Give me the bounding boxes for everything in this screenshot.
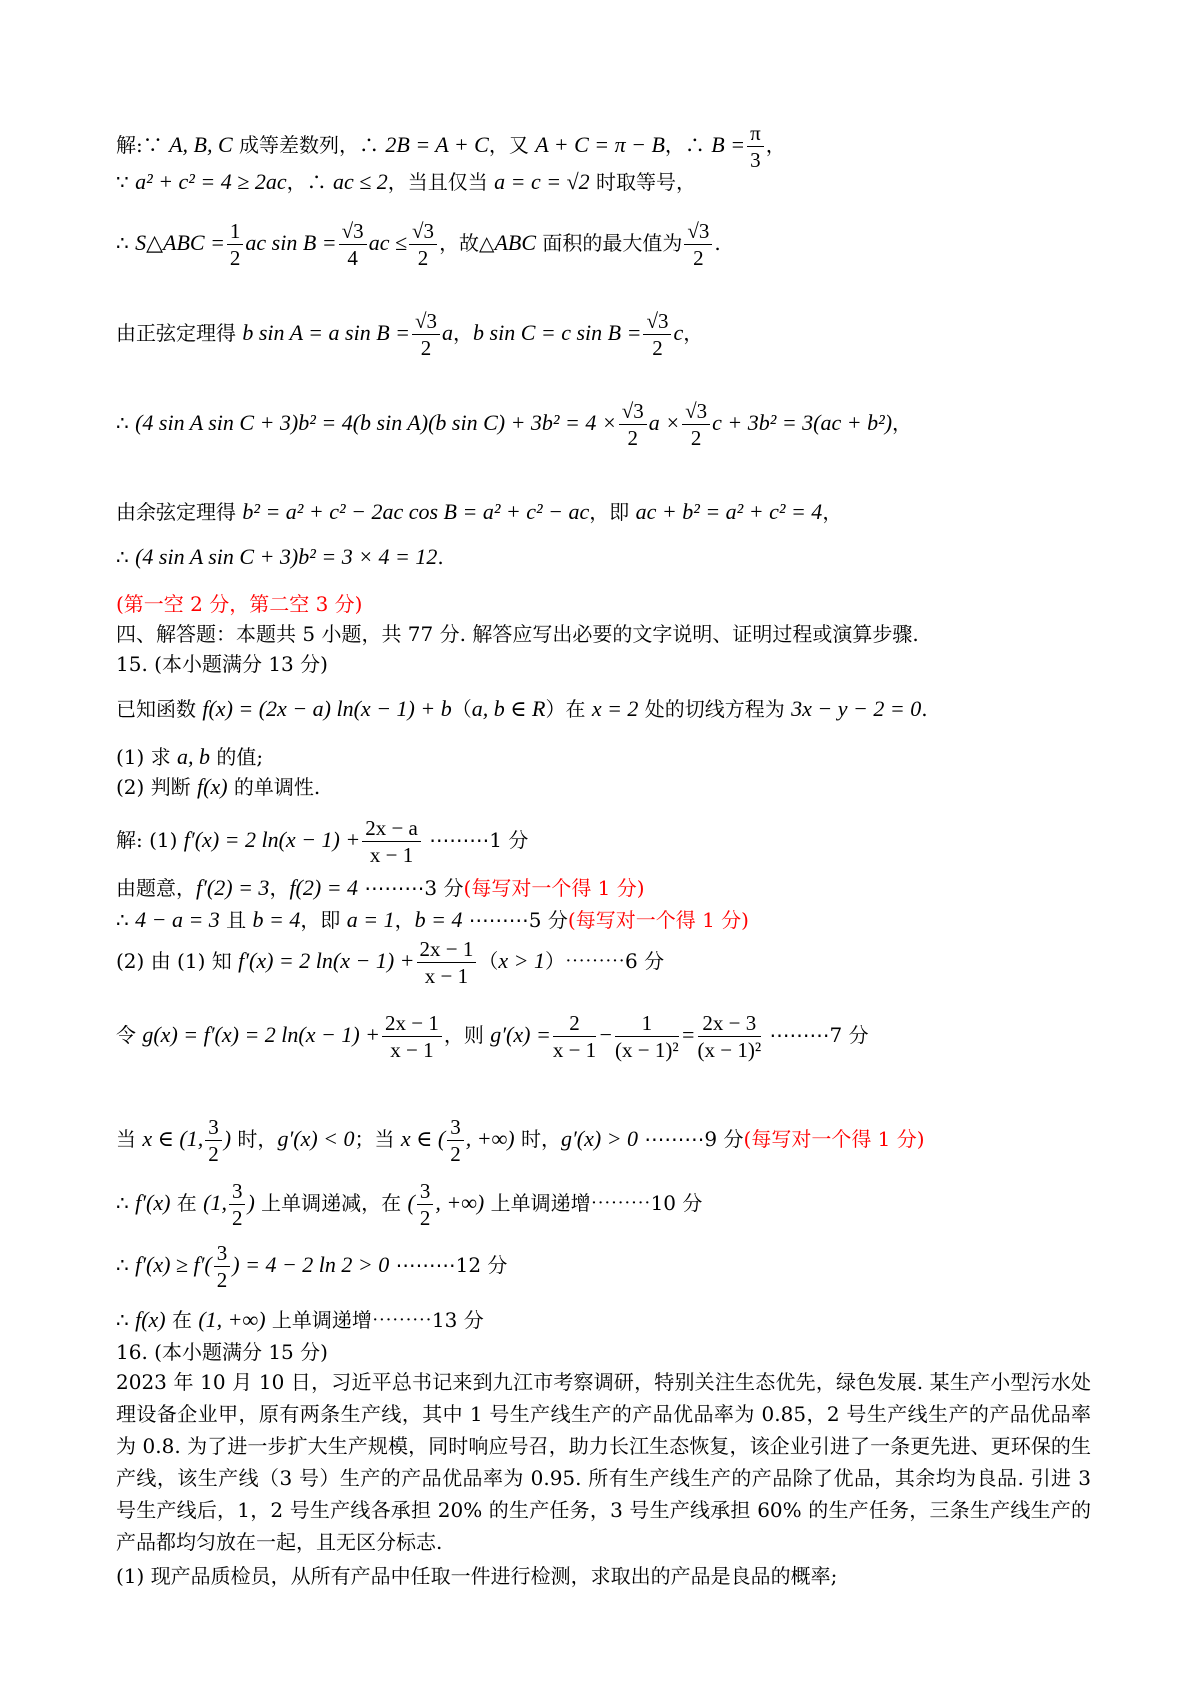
math: g′(x) = (490, 1022, 551, 1047)
denominator: x − 1 (552, 1038, 597, 1062)
solution-line-3 (116, 218, 721, 271)
numerator: 3 (417, 1178, 434, 1205)
text: 15. (本小题满分 13 分) (116, 652, 328, 676)
numerator: 2x − 1 (417, 936, 477, 963)
numerator: √3 (339, 218, 367, 245)
text: ，即 (300, 908, 347, 932)
answer-15-step-8 (116, 1240, 507, 1293)
math: (4 sin A sin C + 3)b² = 4(b sin A)(b sin C) + 3b² = 4 × (135, 410, 617, 435)
math: c (673, 320, 684, 345)
denominator: x − 1 (390, 1038, 434, 1062)
denominator: (x − 1)² (697, 1038, 762, 1062)
text: ，又 (488, 133, 536, 157)
text: (第一空 2 分，第二空 3 分) (116, 592, 363, 616)
math: 4 − a = 3 (135, 907, 220, 932)
text: ， (269, 876, 290, 900)
math: a, b ∈ R (471, 696, 546, 721)
math: b = 4 (252, 907, 301, 932)
math: A + C = π − B (535, 132, 665, 157)
text: (1) 求 (116, 745, 178, 769)
text: 的值; (210, 745, 264, 769)
answer-15-step-2 (116, 876, 645, 900)
numerator: 3 (229, 1178, 246, 1205)
math: g(x) = f′(x) = 2 ln(x − 1) + (142, 1022, 381, 1047)
text: ∴ (116, 908, 136, 932)
text: 已知函数 (116, 697, 203, 721)
text: . (437, 545, 444, 569)
fraction (643, 308, 671, 361)
math: ac ≤ 2 (332, 169, 388, 194)
question-15-title (116, 652, 328, 676)
scoring-note: (每写对一个得 1 分) (567, 908, 749, 932)
text: . (921, 697, 928, 721)
math: f′(2) = 3 (196, 875, 270, 900)
math: ac ≤ (368, 230, 408, 255)
fraction (417, 936, 477, 989)
denominator: 2 (627, 426, 638, 450)
fraction (362, 815, 421, 868)
text: 由余弦定理得 (116, 500, 243, 524)
text: 上单调递增⋯⋯⋯13 分 (265, 1308, 484, 1332)
numerator: 3 (447, 1114, 464, 1141)
math: x ∈ ( (400, 1126, 446, 1151)
text: ，即 (589, 500, 636, 524)
math: a² + c² = 4 ≥ 2ac (135, 169, 287, 194)
question-16-part-1 (116, 1564, 837, 1588)
text: （ (451, 697, 472, 721)
text: 令 (116, 1023, 143, 1047)
fraction (684, 218, 712, 271)
text: 时， (231, 1127, 278, 1151)
numerator: √3 (684, 218, 712, 245)
answer-15-step-7 (116, 1178, 702, 1231)
math: ) = 4 − 2 ln 2 > 0 (232, 1252, 390, 1277)
numerator: 2x − a (362, 815, 421, 842)
numerator: π (747, 120, 764, 147)
math: f′(x) = 2 ln(x − 1) + (238, 948, 415, 973)
math: f(2) = 4 (289, 875, 359, 900)
denominator: 4 (347, 246, 358, 270)
text: ⋯⋯⋯3 分 (358, 876, 464, 900)
fraction (229, 1178, 246, 1231)
denominator: x − 1 (369, 843, 414, 867)
fraction (227, 218, 244, 271)
math: b² = a² + c² − 2ac cos B = a² + c² − ac (242, 499, 590, 524)
fraction (619, 398, 647, 451)
math: g′(x) > 0 (560, 1126, 639, 1151)
fraction (205, 1114, 222, 1167)
math: 2B = A + C (385, 132, 489, 157)
fraction (339, 218, 367, 271)
text: 在 (170, 1191, 204, 1215)
math: g′(x) < 0 (277, 1126, 355, 1151)
denominator: 2 (229, 246, 241, 270)
denominator: 2 (231, 1206, 243, 1230)
denominator: 2 (693, 246, 704, 270)
text: 由正弦定理得 (116, 321, 243, 345)
text: ⋯⋯⋯12 分 (389, 1253, 508, 1277)
math: S△ABC = (135, 230, 225, 255)
text: ，则 (443, 1023, 491, 1047)
text: 当 (116, 1127, 143, 1151)
text: ；当 (354, 1127, 401, 1151)
math: b sin A = a sin B = (242, 320, 410, 345)
answer-15-step-3 (116, 908, 749, 932)
text: ）在 (545, 697, 592, 721)
text: 解:∵ (116, 133, 170, 157)
denominator: 2 (420, 336, 432, 360)
math: ) (247, 1190, 255, 1215)
text: ，当且仅当 (387, 170, 495, 194)
text: ， (394, 908, 415, 932)
question-16-stem: 2023 年 10 月 10 日，习近平总书记来到九江市考察调研，特别关注生态优先，绿色发展. 某生产小型污水处理设备企业甲，原有两条生产线，其中 1 号生产线生产的产品优品率为 0.85，2 号生产线生产的产品优品率为 0.8. 为了进一步扩大生产规模，同时响应号召，助力长江生态恢复，该企业引进了一条更先进、更环保的生产线，该生产线（3 号）生产的产品优品率为 0.95. 所有生产线生产的产品除了优品，其余均为良品. 引进 3 号生产线后，1，2 号生产线各承担 20% 的生产任务，3 号生产线承担 60% 的生产任务，三条生产线生产的产品都均匀放在一起，且无区分标志. (116, 1370, 1091, 1554)
math: a, b (177, 744, 211, 769)
answer-15-step-9 (116, 1308, 484, 1332)
numerator: 3 (205, 1114, 222, 1141)
text: (2) 由 (1) 知 (116, 949, 239, 973)
fraction (447, 1114, 464, 1167)
numerator: 2 (553, 1010, 596, 1037)
text: ， (683, 321, 704, 345)
text: 四、解答题：本题共 5 小题，共 77 分. 解答应写出必要的文字说明、证明过程或演算步骤. (116, 622, 919, 646)
solution-line-2 (116, 170, 696, 194)
math: a (442, 320, 454, 345)
numerator: 2x − 3 (698, 1010, 762, 1037)
text: ，故△ (439, 231, 495, 255)
text: 解: (1) (116, 828, 184, 852)
question-15-part-1 (116, 745, 263, 769)
fraction (682, 398, 710, 451)
solution-line-4 (116, 308, 703, 361)
denominator: 2 (208, 1142, 219, 1166)
text: (2) 判断 (116, 775, 198, 799)
math: c + 3b² = 3(ac + b²) (712, 410, 893, 435)
text: 处的切线方程为 (638, 697, 792, 721)
answer-15-step-6 (116, 1114, 925, 1167)
math: x > 1 (498, 948, 545, 973)
text: ⋯⋯⋯7 分 (763, 1023, 869, 1047)
math: B = (711, 132, 746, 157)
math: , +∞) (465, 1126, 515, 1151)
text: ⋯⋯⋯9 分 (638, 1127, 744, 1151)
math: ) (223, 1126, 232, 1151)
numerator: √3 (682, 398, 710, 425)
text: ， (765, 133, 786, 157)
solution-line-6 (116, 500, 842, 524)
math: f′(x) ≥ f′( (135, 1252, 212, 1277)
math: (1, +∞) (198, 1307, 266, 1332)
math: − (598, 1022, 614, 1047)
text: ∴ (116, 1253, 136, 1277)
fraction (417, 1178, 434, 1231)
fraction (747, 120, 764, 173)
math: ac + b² = a² + c² = 4 (635, 499, 823, 524)
math: a × (648, 410, 681, 435)
numerator: √3 (412, 308, 440, 335)
math: x ∈ (1, (142, 1126, 204, 1151)
question-16-title (116, 1340, 328, 1364)
math: 3x − y − 2 = 0 (791, 696, 922, 721)
math: a = c = √2 (494, 169, 590, 194)
numerator: 3 (214, 1240, 231, 1267)
text: 且 (219, 908, 253, 932)
fraction (698, 1010, 762, 1063)
question-15-part-2 (116, 775, 320, 799)
denominator: 2 (450, 1142, 461, 1166)
answer-15-step-1 (116, 815, 528, 868)
text: 上单调递减，在 (254, 1191, 408, 1215)
math: ( (407, 1190, 415, 1215)
denominator: 2 (419, 1206, 431, 1230)
solution-line-5 (116, 398, 912, 451)
numerator: √3 (643, 308, 671, 335)
numerator: √3 (619, 398, 647, 425)
math: b = 4 (414, 907, 463, 932)
denominator: 3 (750, 148, 761, 172)
denominator: 2 (690, 426, 702, 450)
math: , +∞) (435, 1190, 485, 1215)
text: 时取等号， (589, 170, 697, 194)
math: b sin C = c sin B = (473, 320, 642, 345)
math: (1, (203, 1190, 227, 1215)
text: . (714, 231, 721, 255)
denominator: 2 (216, 1268, 228, 1292)
text: ， (892, 411, 913, 435)
fraction (409, 218, 437, 271)
text: ⋯⋯⋯5 分 (462, 908, 568, 932)
math: ac sin B = (245, 230, 337, 255)
text: 面积的最大值为 (536, 231, 683, 255)
math: f(x) = (2x − a) ln(x − 1) + b (202, 696, 452, 721)
text: ∴ (116, 1308, 136, 1332)
math: x = 2 (591, 696, 639, 721)
math: a = 1 (346, 907, 395, 932)
numerator: 2x − 1 (382, 1010, 442, 1037)
text: ∴ (116, 231, 136, 255)
numerator: 1 (227, 218, 244, 245)
denominator: 2 (652, 336, 663, 360)
solution-line-7 (116, 545, 444, 569)
math: (4 sin A sin C + 3)b² = 3 × 4 = 12 (135, 544, 438, 569)
text: ∵ (116, 170, 136, 194)
fraction (214, 1240, 231, 1293)
text: 上单调递增⋯⋯⋯10 分 (484, 1191, 703, 1215)
scoring-note: (每写对一个得 1 分) (463, 876, 645, 900)
math: ABC (494, 230, 537, 255)
numerator: 1 (615, 1010, 679, 1037)
text: ∴ (116, 545, 136, 569)
denominator: x − 1 (424, 964, 469, 988)
question-15-stem (116, 697, 928, 721)
scoring-note: (每写对一个得 1 分) (743, 1127, 925, 1151)
text: ⋯⋯⋯1 分 (422, 828, 529, 852)
math: A, B, C (169, 132, 233, 157)
text: ∴ (116, 411, 136, 435)
fraction (412, 308, 440, 361)
fraction (553, 1010, 596, 1063)
section-heading (116, 622, 919, 646)
text: ∴ (116, 1191, 136, 1215)
text: ， (822, 500, 843, 524)
denominator: (x − 1)² (615, 1038, 679, 1062)
text: ）⋯⋯⋯6 分 (544, 949, 665, 973)
text: 时， (514, 1127, 561, 1151)
scoring-note (116, 592, 362, 616)
math: f(x) (197, 774, 228, 799)
solution-line-1 (116, 120, 786, 173)
math: f(x) (135, 1307, 166, 1332)
text: ，∴ (286, 170, 333, 194)
answer-15-step-5 (116, 1010, 869, 1063)
fraction (615, 1010, 679, 1063)
text: ，∴ (664, 133, 712, 157)
fraction (382, 1010, 442, 1063)
numerator: √3 (409, 218, 437, 245)
math: = (680, 1022, 696, 1047)
text: ， (453, 321, 474, 345)
math: f′(x) (135, 1190, 171, 1215)
text: 16. (本小题满分 15 分) (116, 1340, 328, 1364)
text: 在 (165, 1308, 199, 1332)
text: 由题意， (116, 876, 196, 900)
text: （ (478, 949, 499, 973)
answer-15-step-4 (116, 936, 664, 989)
text: (1) 现产品质检员，从所有产品中任取一件进行检测，求取出的产品是良品的概率; (116, 1564, 838, 1588)
text: 的单调性. (227, 775, 321, 799)
denominator: 2 (417, 246, 429, 270)
text: 成等差数列，∴ (232, 133, 386, 157)
math: f′(x) = 2 ln(x − 1) + (183, 827, 361, 852)
